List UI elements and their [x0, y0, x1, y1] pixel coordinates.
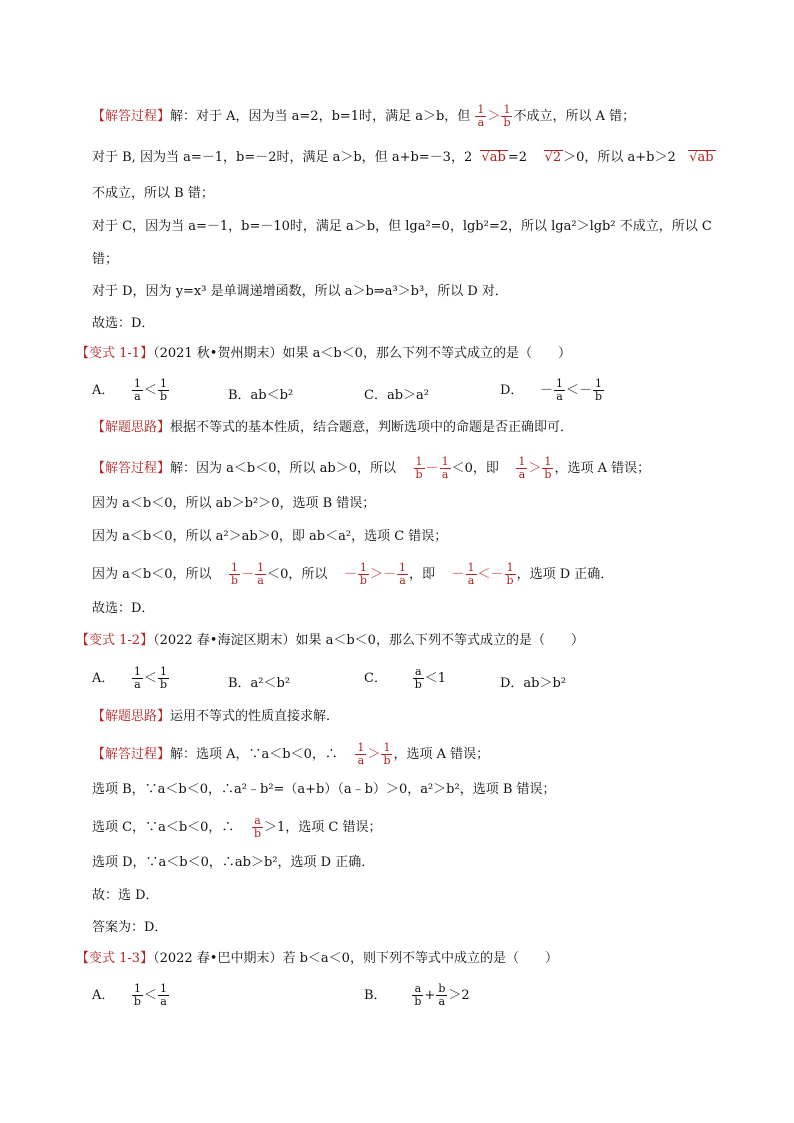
fraction: $\frac{1}{a}$ — [257, 561, 265, 587]
text: ＜0，所以 — [267, 567, 328, 582]
sqrt-ab: √ ab — [480, 150, 507, 165]
fraction: $\frac{1}{a}$ — [357, 741, 365, 767]
fraction: $\frac{1}{b}$ — [544, 455, 552, 481]
text: ，即 — [408, 567, 435, 582]
answer-line: 故选：D． — [92, 601, 155, 616]
fraction: $\frac{1}{b}$ — [503, 103, 511, 129]
text: ，选项 A 错误； — [393, 747, 490, 762]
text: 解：因为 a＜b＜0，所以 ab＞0，所以 — [170, 461, 396, 476]
text: 根据不等式的基本性质，结合题意，判断选项中的命题是否正确即可． — [170, 420, 574, 435]
variant-1-1-stem — [76, 344, 571, 364]
answer-tag: 【解答过程】 — [92, 109, 171, 124]
fraction: $\frac{1}{b}$ — [359, 561, 367, 587]
text: ，选项 D 正确． — [516, 567, 614, 582]
answer-line: 【解答过程】解：因为 a＜b＜0，所以 ab＞0，所以 $\frac{1}{b}$ － $\frac{1}{a}$ ＜0，即 $\frac{1}{a}$ ＞ $\frac{1}{b}$ ，选项 A 错误； — [92, 455, 651, 481]
answer-tag: 【解答过程】 — [92, 461, 171, 476]
variant-tag: 【变式 1-2】 — [76, 633, 154, 648]
fraction: $\frac{1}{b}$ — [415, 455, 423, 481]
text: （2022 春•海淀区期末）如果 a＜b＜0，那么下列不等式成立的是（ ） — [153, 633, 584, 648]
fraction: $\frac{1}{a}$ — [441, 455, 449, 481]
sqrt-ab: √ ab — [688, 150, 715, 165]
option-label: A． — [92, 671, 115, 686]
fraction: $\frac{a}{b}$ — [253, 814, 262, 840]
option-c — [364, 666, 446, 691]
answer-line: 【解答过程】解：选项 A，∵a＜b＜0，∴ $\frac{1}{a}$ ＞ $\frac{1}{b}$ ，选项 A 错误； — [92, 741, 490, 767]
text: 不成立，所以 A 错； — [513, 109, 636, 124]
option-a: A． $\frac{1}{a}$ ＜ $\frac{1}{b}$ — [92, 665, 167, 691]
text: =2 — [507, 150, 528, 165]
answer-line: 选项 D，∵a＜b＜0，∴ab＞b²，选项 D 正确． — [92, 855, 375, 870]
answer-line: 选项 B，∵a＜b＜0，∴a²﹣b²=（a+b）（a﹣b）＞0，a²＞b²，选项 B 错误； — [92, 782, 556, 797]
answer-line: 因为 a＜b＜0，所以 ab＞b²＞0，选项 B 错误； — [92, 496, 376, 511]
answer-line: 故：选 D． — [92, 888, 159, 903]
option-b: B． $\frac{a}{b}$ + $\frac{b}{a}$ ＞2 — [364, 982, 470, 1008]
fraction: $\frac{a}{b}$ — [414, 982, 422, 1008]
option-b: B．ab＜b² — [228, 388, 294, 403]
variant-1-2-stem — [76, 631, 584, 651]
text: 选项 C，∵a＜b＜0，∴ — [92, 820, 235, 835]
text: 解：选项 A，∵a＜b＜0，∴ — [170, 747, 338, 762]
fraction: $\frac{1}{b}$ — [594, 377, 603, 403]
option-label: C． — [364, 671, 387, 686]
solution-idea-line — [92, 418, 573, 438]
answer-line-2 — [92, 148, 716, 168]
idea-tag: 【解题思路】 — [92, 709, 171, 724]
option-label: B． — [364, 988, 387, 1003]
text: ＞2 — [448, 988, 470, 1003]
fraction: $\frac{a}{b}$ — [414, 665, 422, 691]
answer-line-7: 故选：D． — [92, 316, 155, 331]
fraction: $\frac{1}{a}$ — [159, 982, 167, 1008]
option-label: A． — [92, 383, 115, 398]
fraction: $\frac{1}{a}$ — [518, 455, 526, 481]
text: （2022 春•巴中期末）若 b＜a＜0，则下列不等式中成立的是（ ） — [153, 951, 558, 966]
text: 运用不等式的性质直接求解． — [170, 709, 340, 724]
option-label: D． — [500, 383, 524, 398]
option-c: C．ab＞a² — [364, 388, 429, 403]
answer-line — [92, 815, 382, 840]
answer-line: 答案为：D． — [92, 920, 168, 935]
answer-tag: 【解答过程】 — [92, 747, 171, 762]
fraction: $\frac{1}{b}$ — [506, 561, 514, 587]
fraction: $\frac{1}{b}$ — [159, 377, 167, 403]
variant-tag: 【变式 1-1】 — [76, 346, 154, 361]
fraction: $\frac{b}{a}$ — [438, 982, 446, 1008]
option-d: D． － $\frac{1}{a}$ ＜－ $\frac{1}{b}$ — [500, 377, 603, 403]
text: 解：对于 A，因为当 a=2，b=1时，满足 a＞b，但 — [170, 109, 471, 124]
fraction: $\frac{1}{a}$ — [133, 665, 141, 691]
text: ＞1，选项 C 错误； — [264, 820, 382, 835]
answer-line-6: 对于 D，因为 y=x³ 是单调递增函数，所以 a＞b⇒a³＞b³，所以 D 对． — [92, 284, 508, 299]
answer-line-4: 对于 C，因为当 a=－1，b=－10时，满足 a＞b，但 lga²=0，lgb²=2，所以 lga²＞lgb² 不成立，所以 C — [92, 219, 712, 234]
fraction: $\frac{1}{a}$ — [133, 377, 141, 403]
option-d: D．ab＞b² — [500, 676, 567, 691]
option-label: A． — [92, 988, 115, 1003]
answer-line: 因为 a＜b＜0，所以 $\frac{1}{b}$ － $\frac{1}{a}$ ＜0，所以 － $\frac{1}{b}$ ＞－ $\frac{1}{a}$ ，即 － $\frac{1}{a}$ ＜－ $\frac{1}{b}$ ，选项 D 正确． — [92, 561, 614, 587]
fraction: $\frac{1}{b}$ — [159, 665, 167, 691]
fraction: $\frac{1}{b}$ — [231, 561, 239, 587]
text: ＜1 — [424, 671, 447, 686]
idea-tag: 【解题思路】 — [92, 420, 171, 435]
variant-1-3-stem — [76, 949, 558, 969]
option-a: A． $\frac{1}{a}$ ＜ $\frac{1}{b}$ — [92, 377, 167, 403]
option-b: B．a²＜b² — [228, 676, 291, 691]
fraction: $\frac{1}{b}$ — [383, 741, 391, 767]
fraction: $\frac{1}{a}$ — [398, 561, 406, 587]
text: ＞0，所以 a+b＞2 — [563, 150, 676, 165]
answer-line: 因为 a＜b＜0，所以 a²＞ab＞0，即 ab＜a²，选项 C 错误； — [92, 529, 448, 544]
text: 对于 B, 因为当 a=－1，b=－2时，满足 a＞b，但 a+b=－3，2 — [92, 150, 473, 165]
answer-line-1: 【解答过程】解：对于 A，因为当 a=2，b=1时，满足 a＞b，但 $\frac{1}{a}$ ＞ $\frac{1}{b}$ 不成立，所以 A 错； — [92, 103, 636, 129]
answer-line-5: 错； — [92, 252, 119, 267]
fraction: $\frac{1}{a}$ — [477, 103, 485, 129]
text: ＜0，即 — [451, 461, 499, 476]
text: 因为 a＜b＜0，所以 — [92, 567, 212, 582]
fraction: $\frac{1}{b}$ — [133, 982, 141, 1008]
text: （2021 秋•贺州期末）如果 a＜b＜0，那么下列不等式成立的是（ ） — [153, 346, 571, 361]
solution-idea-line — [92, 707, 339, 727]
text: ，选项 A 错误； — [554, 461, 651, 476]
fraction: $\frac{1}{a}$ — [555, 377, 563, 403]
option-a: A． $\frac{1}{b}$ ＜ $\frac{1}{a}$ — [92, 982, 167, 1008]
fraction: $\frac{1}{a}$ — [467, 561, 475, 587]
answer-line-3: 不成立，所以 B 错； — [92, 186, 214, 201]
sqrt-2: √ 2 — [544, 150, 564, 165]
variant-tag: 【变式 1-3】 — [76, 951, 154, 966]
